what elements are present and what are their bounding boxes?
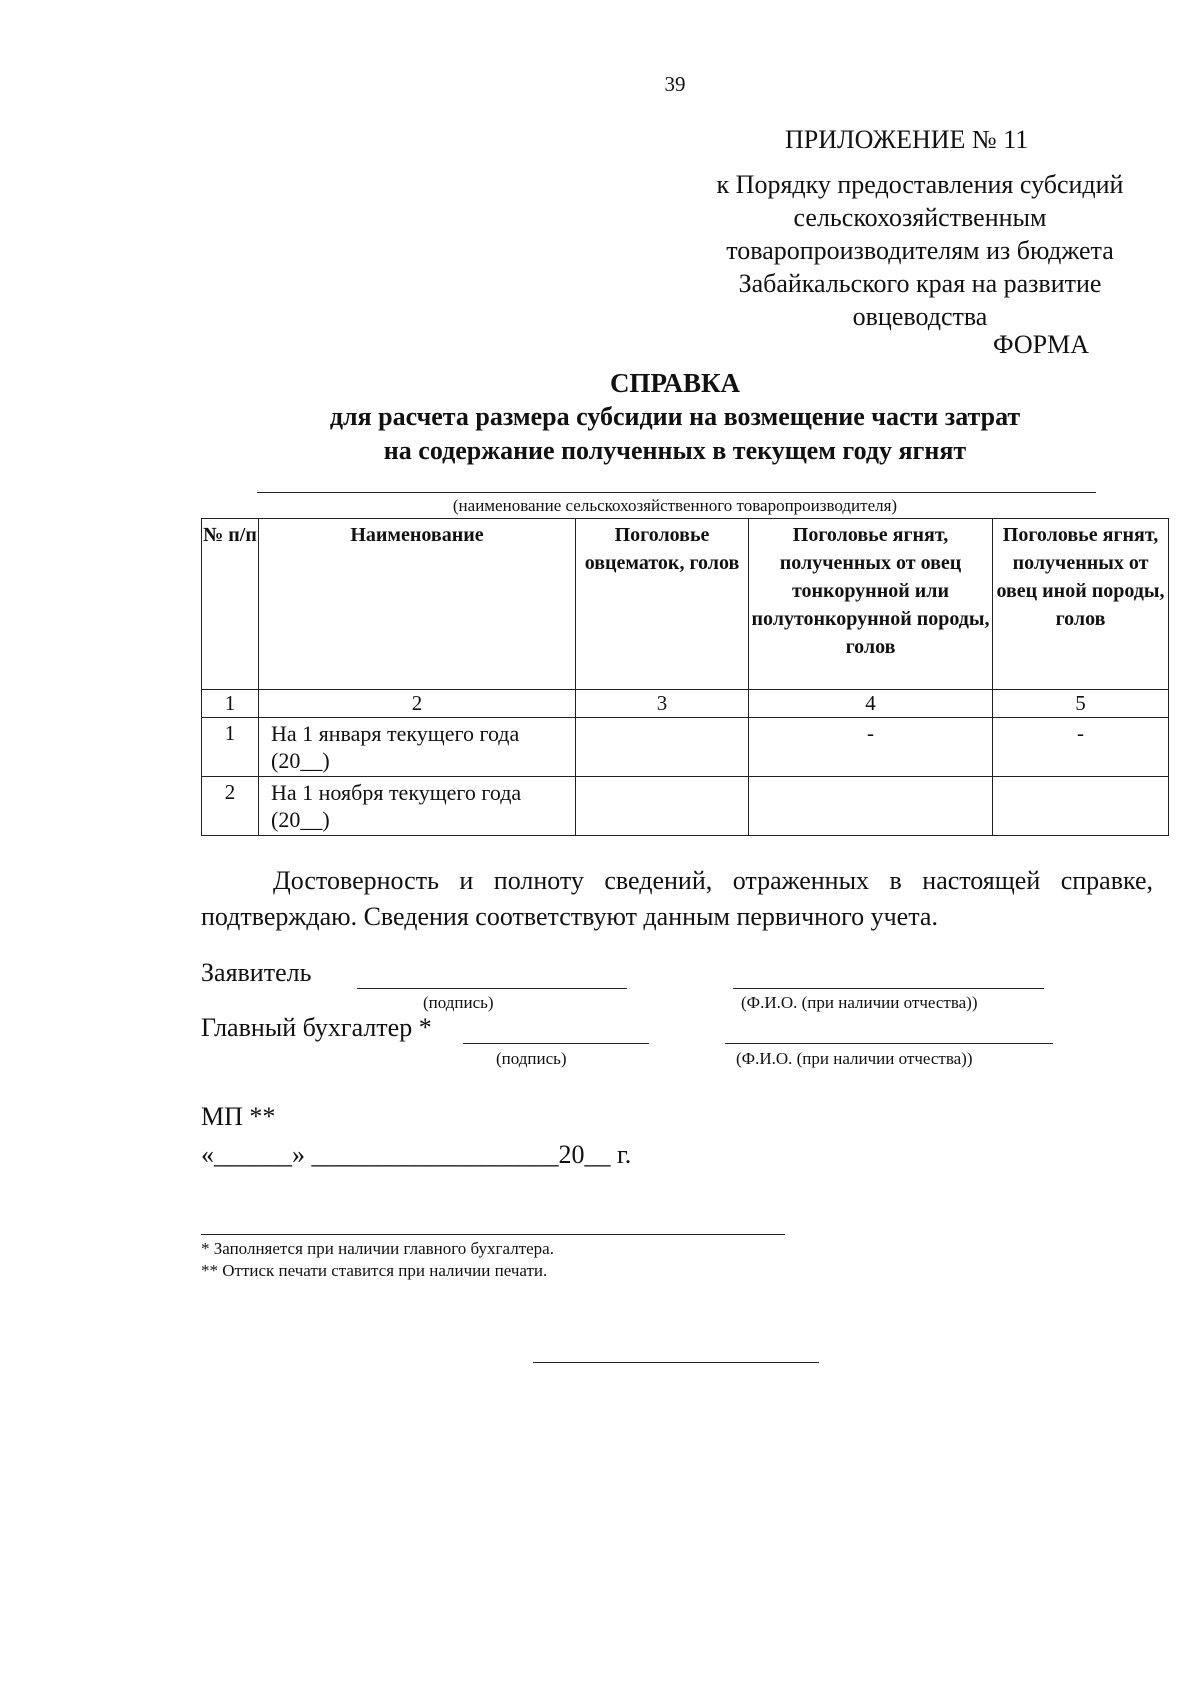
appendix-subtitle-line: сельскохозяйственным [793, 203, 1047, 232]
lambs-fine-wool-cell[interactable]: - [749, 718, 993, 777]
end-divider [533, 1362, 819, 1363]
appendix-subtitle-line: к Порядку предоставления субсидий [716, 170, 1124, 199]
stamp-label: МП ** [201, 1102, 276, 1131]
appendix-subtitle-line: Забайкальского края на развитие [738, 269, 1102, 298]
appendix-subtitle [690, 168, 1150, 333]
header-name: Наименование [259, 519, 576, 690]
confirmation-text [201, 863, 1153, 935]
row-name: На 1 ноября текущего года (20__) [259, 777, 576, 836]
table-row [202, 718, 1169, 777]
appendix-subtitle-line: овцеводства [852, 302, 988, 331]
document-title: СПРАВКА [609, 368, 741, 398]
row-number: 2 [202, 777, 259, 836]
accountant-signature-field[interactable] [463, 1043, 649, 1044]
accountant-name-field[interactable] [725, 1043, 1053, 1044]
document-subtitle [0, 400, 1200, 468]
header-ewes: Поголовье овцематок, голов [576, 519, 749, 690]
applicant-signature-field[interactable] [357, 988, 627, 989]
column-numbers-row [202, 690, 1169, 718]
appendix-title: ПРИЛОЖЕНИЕ № 11 [785, 125, 1029, 154]
ewes-cell[interactable] [576, 718, 749, 777]
header-lambs-other: Поголовье ягнят, полученных от овец иной породы, голов [993, 519, 1169, 690]
date-line[interactable]: «______» ___________________20__ г. [201, 1140, 632, 1169]
lambs-other-cell[interactable] [993, 777, 1169, 836]
ewes-cell[interactable] [576, 777, 749, 836]
column-number: 4 [749, 690, 993, 718]
lambs-fine-wool-cell[interactable] [749, 777, 993, 836]
table-row [202, 777, 1169, 836]
applicant-label: Заявитель [201, 958, 312, 987]
signature-caption: (подпись) [496, 1049, 567, 1068]
lambs-other-cell[interactable]: - [993, 718, 1169, 777]
producer-name-field[interactable] [257, 492, 1096, 493]
subsidy-table [201, 518, 1169, 836]
confirmation-line: подтверждаю. Сведения соответствуют данным первичного учета. [201, 902, 938, 931]
signature-caption: (подпись) [423, 993, 494, 1012]
header-number: № п/п [202, 519, 259, 690]
table-header-row [202, 519, 1169, 690]
confirmation-line: Достоверность и полноту сведений, отраженных в настоящей справке, [273, 866, 1153, 895]
column-number: 5 [993, 690, 1169, 718]
form-label: ФОРМА [993, 330, 1089, 359]
name-caption: (Ф.И.О. (при наличии отчества)) [741, 993, 978, 1012]
column-number: 2 [259, 690, 576, 718]
document-subtitle-line: для расчета размера субсидии на возмещение части затрат [329, 402, 1021, 431]
row-number: 1 [202, 718, 259, 777]
column-number: 1 [202, 690, 259, 718]
footnote: * Заполняется при наличии главного бухгалтера. [201, 1239, 554, 1258]
footnote-divider [201, 1234, 785, 1235]
name-caption: (Ф.И.О. (при наличии отчества)) [736, 1049, 973, 1068]
appendix-subtitle-line: товаропроизводителям из бюджета [726, 236, 1114, 265]
document-subtitle-line: на содержание полученных в текущем году ягнят [383, 436, 967, 465]
accountant-label: Главный бухгалтер * [201, 1013, 432, 1042]
page-number: 39 [664, 72, 686, 96]
row-name: На 1 января текущего года (20__) [259, 718, 576, 777]
header-lambs-fine-wool: Поголовье ягнят, полученных от овец тонкорунной или полутонкорунной породы, голов [749, 519, 993, 690]
producer-caption: (наименование сельскохозяйственного товаропроизводителя) [452, 496, 898, 515]
column-number: 3 [576, 690, 749, 718]
footnote: ** Оттиск печати ставится при наличии печати. [201, 1261, 548, 1280]
applicant-name-field[interactable] [733, 988, 1044, 989]
